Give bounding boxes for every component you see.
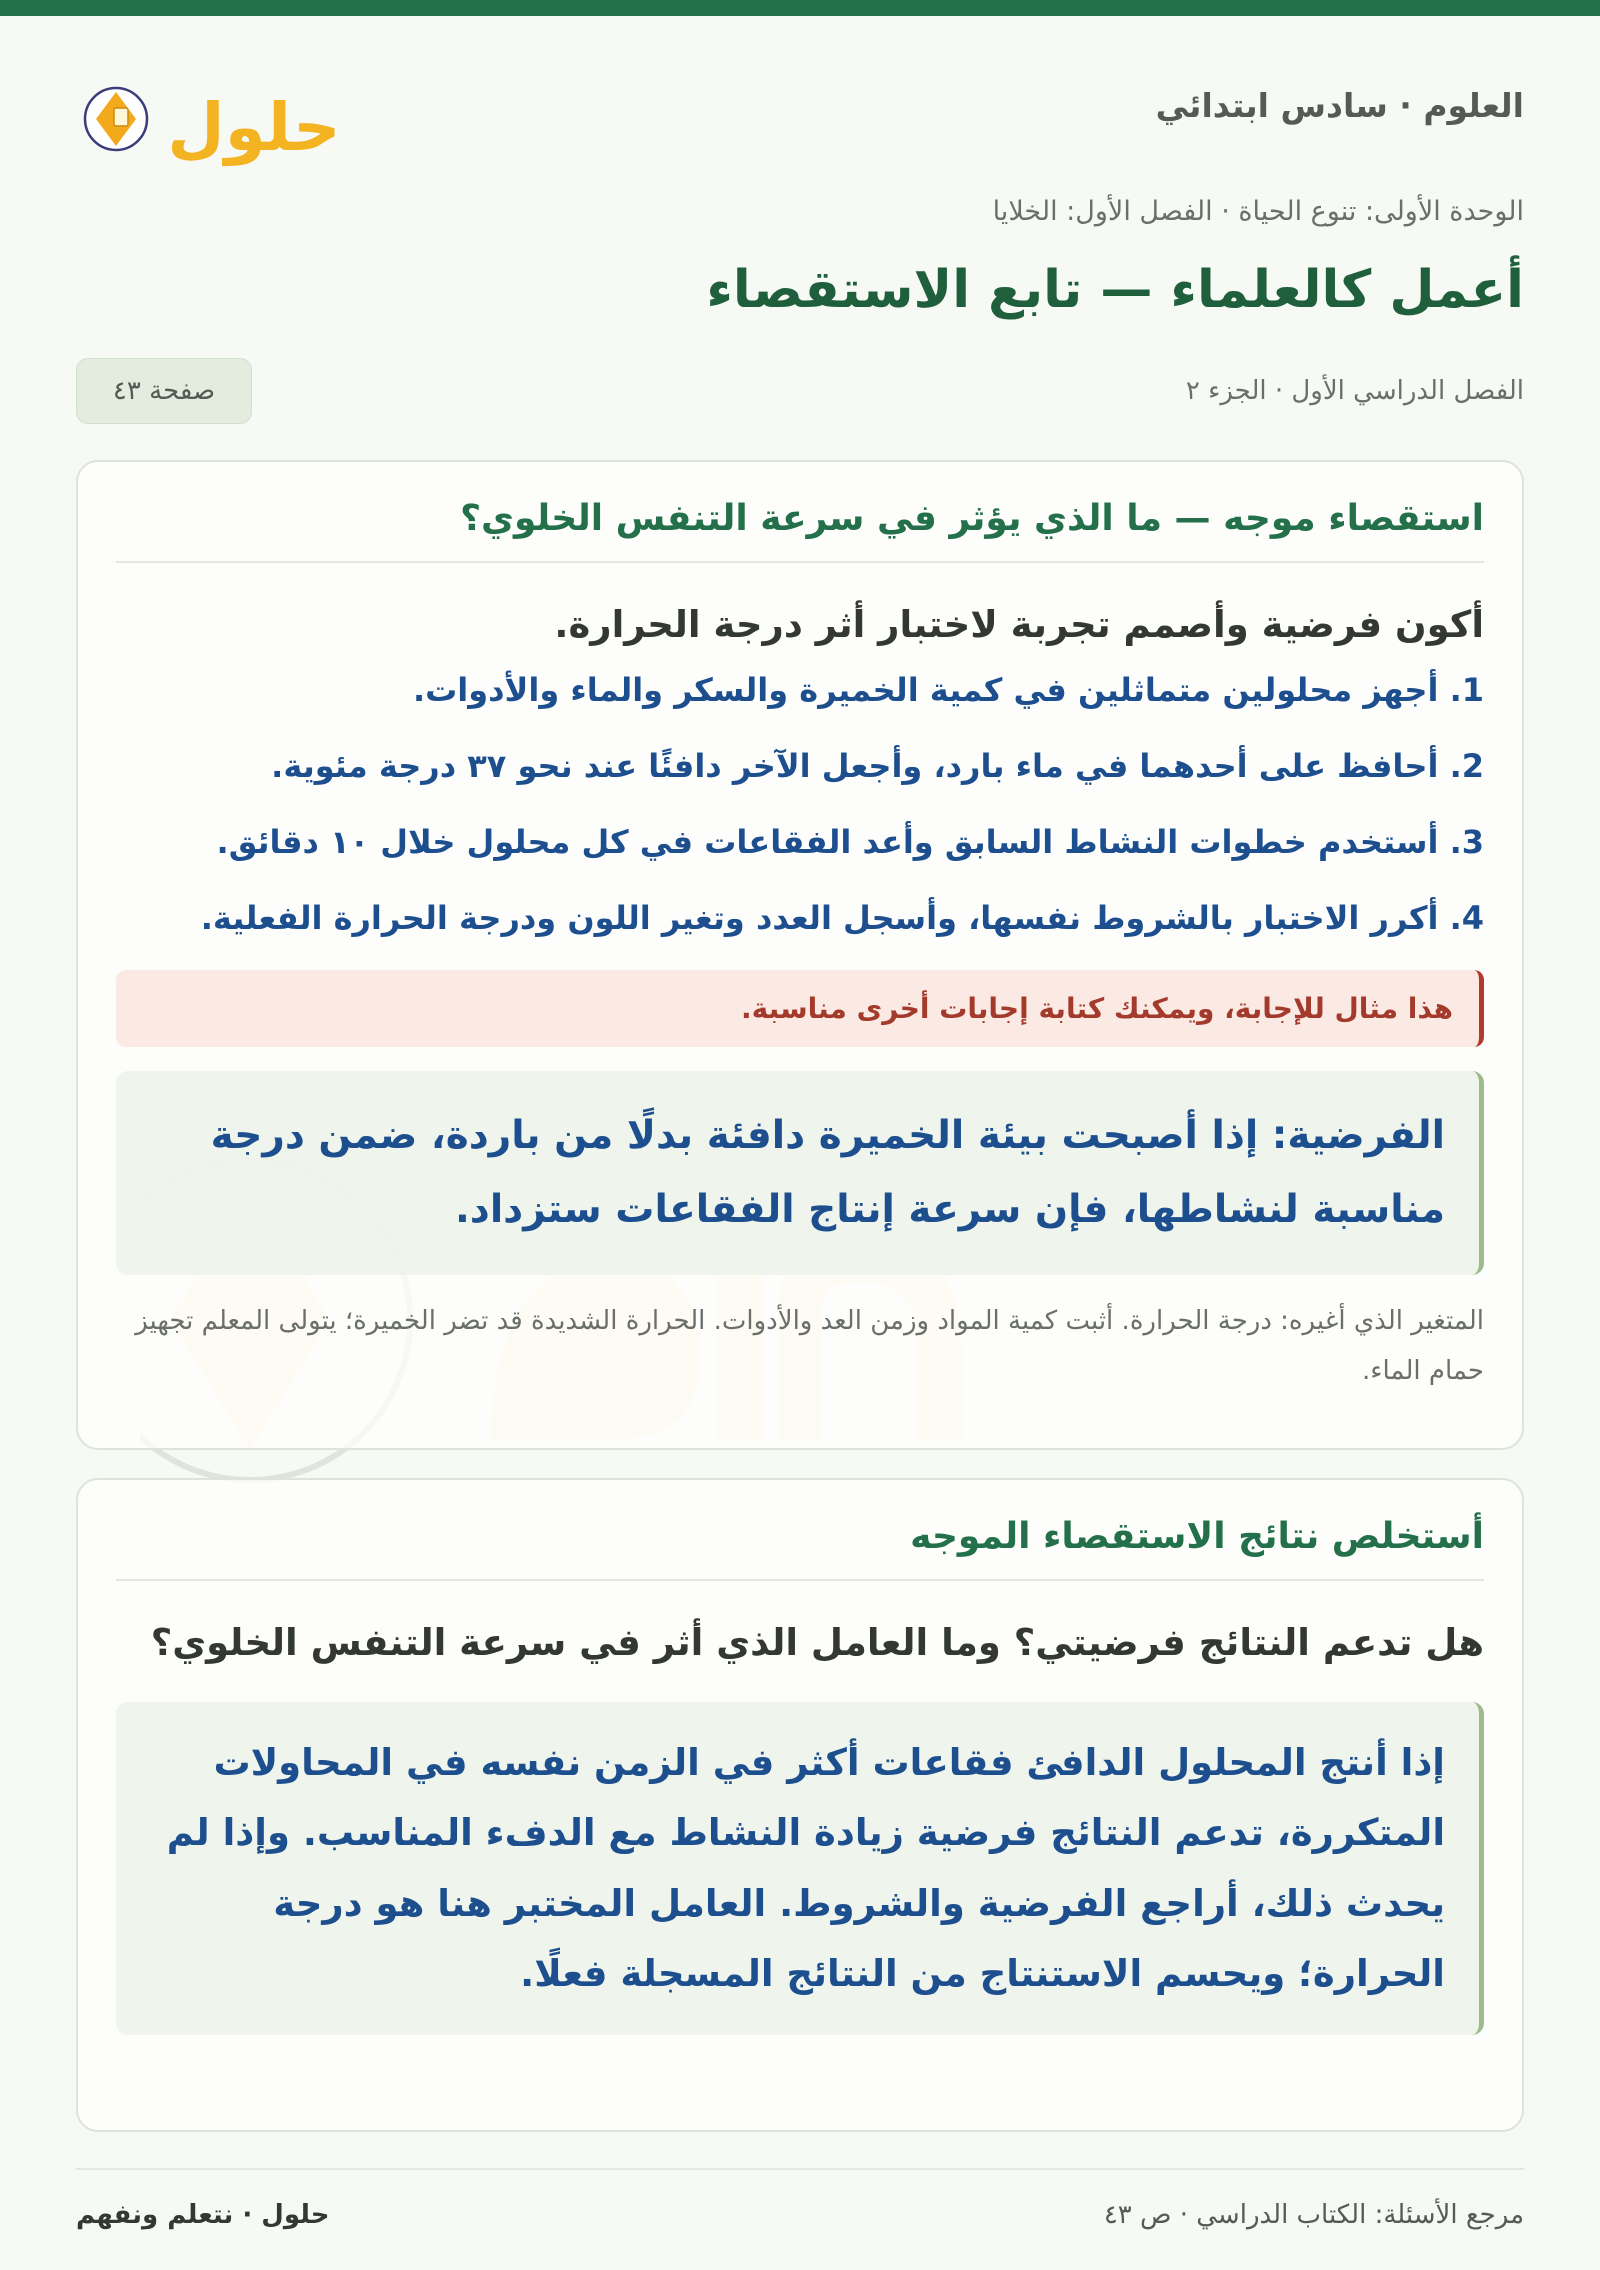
footer-divider xyxy=(76,2168,1524,2170)
semester-label: الفصل الدراسي الأول · الجزء ٢ xyxy=(1185,376,1524,406)
footer-tagline: حلول · نتعلم ونفهم xyxy=(76,2200,330,2230)
step-item: 2. أحافظ على أحدهما في ماء بارد، وأجعل الآخر دافئًا عند نحو ٣٧ درجة مئوية. xyxy=(271,747,1484,786)
card-title: استقصاء موجه — ما الذي يؤثر في سرعة التنفس الخلوي؟ xyxy=(116,462,1484,563)
brand-title: العلوم · سادس ابتدائي xyxy=(1155,86,1524,125)
hypothesis-answer: الفرضية: إذا أصبحت بيئة الخميرة دافئة بدلًا من باردة، ضمن درجة مناسبة لنشاطها، فإن سرعة إنتاج الفقاعات ستزداد. xyxy=(116,1071,1484,1275)
card-title: أستخلص نتائج الاستقصاء الموجه xyxy=(116,1480,1484,1581)
page-title: أعمل كالعلماء — تابع الاستقصاء xyxy=(706,260,1524,320)
conclusions-card xyxy=(76,1478,1524,2132)
logo-text: حلول xyxy=(167,89,336,166)
footer-reference: مرجع الأسئلة: الكتاب الدراسي · ص ٤٣ xyxy=(1103,2200,1524,2230)
variables-note: المتغير الذي أغيره: درجة الحرارة. أثبت كمية المواد وزمن العد والأدوات. الحرارة الشديدة قد تضر الخميرة؛ يتولى المعلم تجهيز حمام الماء. xyxy=(135,1306,1484,1386)
step-item: 1. أجهز محلولين متماثلين في كمية الخميرة والسكر والماء والأدوات. xyxy=(412,671,1484,710)
top-accent-bar xyxy=(0,0,1600,16)
card-lead: هل تدعم النتائج فرضيتي؟ وما العامل الذي أثر في سرعة التنفس الخلوي؟ xyxy=(150,1621,1484,1664)
example-answer-note: هذا مثال للإجابة، ويمكنك كتابة إجابات أخرى مناسبة. xyxy=(116,970,1484,1047)
card-lead: أكون فرضية وأصمم تجربة لاختبار أثر درجة الحرارة. xyxy=(554,603,1484,646)
conclusion-answer: إذا أنتج المحلول الدافئ فقاعات أكثر في الزمن نفسه في المحاولات المتكررة، تدعم النتائج فرضية زيادة النشاط مع الدفء المناسب. وإذا لم يحدث ذلك، أراجع الفرضية والشروط. العامل المختبر هنا هو درجة الحرارة؛ ويحسم الاستنتاج من النتائج المسجلة فعلًا. xyxy=(116,1702,1484,2035)
page-header xyxy=(76,16,1524,176)
page-number-badge: صفحة ٤٣ xyxy=(76,358,252,424)
step-item: 3. أستخدم خطوات النشاط السابق وأعد الفقاعات في كل محلول خلال ١٠ دقائق. xyxy=(216,823,1484,862)
steps-list xyxy=(116,666,1484,942)
guided-inquiry-card xyxy=(76,460,1524,1450)
step-item: 4. أكرر الاختبار بالشروط نفسها، وأسجل العدد وتغير اللون ودرجة الحرارة الفعلية. xyxy=(200,899,1484,938)
hulool-logo[interactable] xyxy=(76,64,336,174)
breadcrumb: الوحدة الأولى: تنوع الحياة · الفصل الأول: الخلايا xyxy=(992,196,1524,227)
